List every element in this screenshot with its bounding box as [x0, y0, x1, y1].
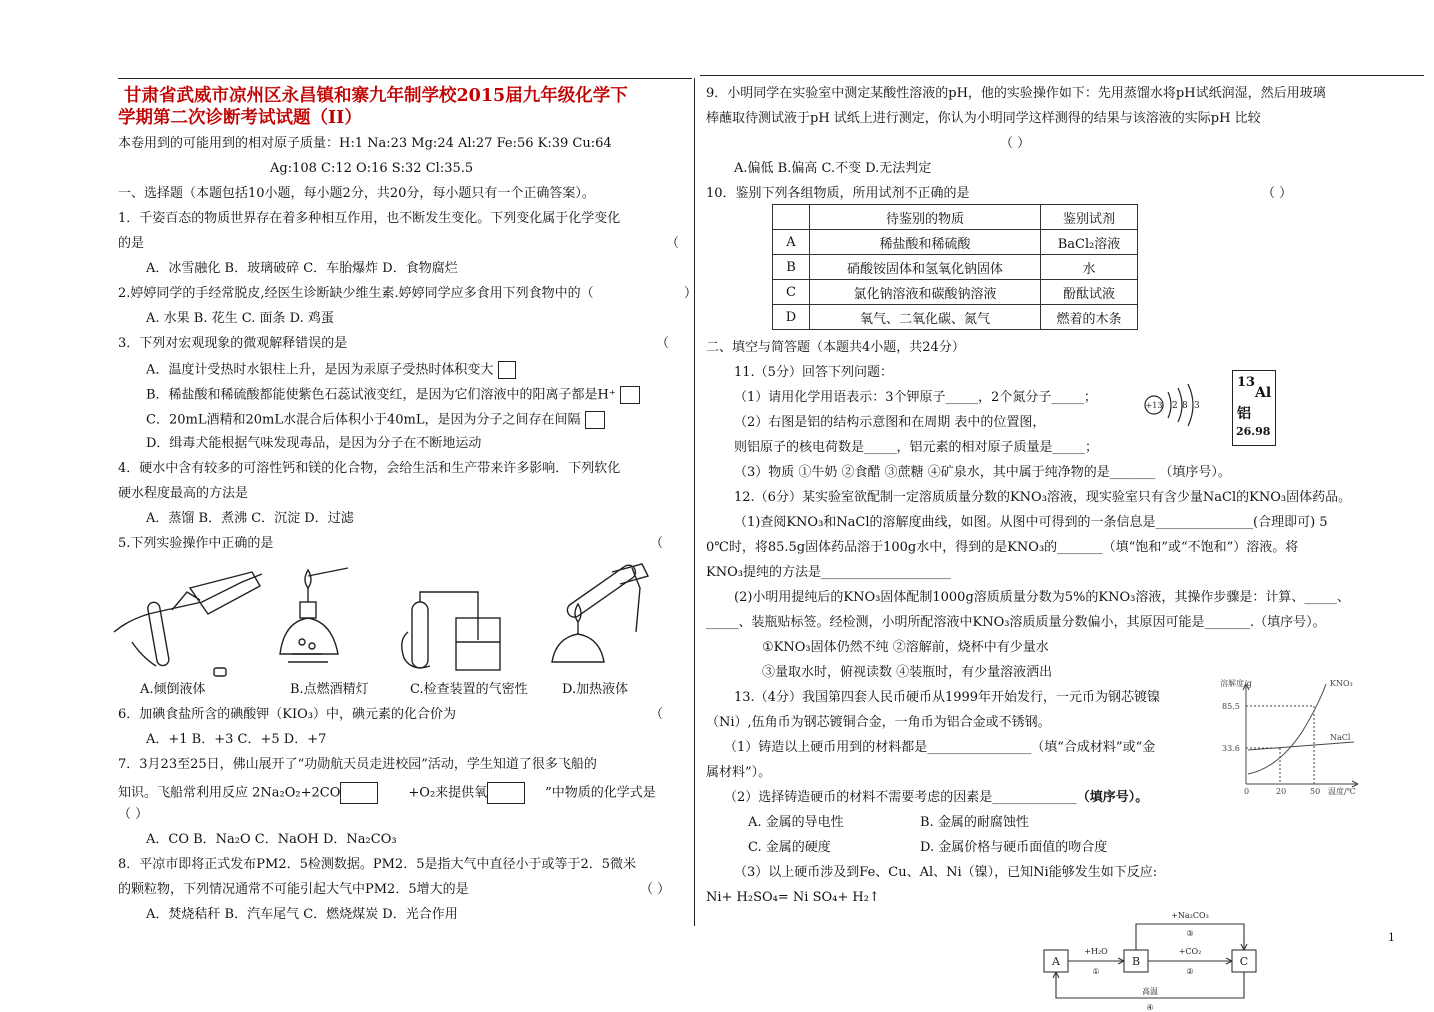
q13-part1: （1）铸造以上硬币用到的材料都是________________（填“合成材料”或“金: [724, 740, 1156, 755]
q7-stem: 7．3月23至25日，佛山展开了“功勋航天员走进校园”活动，学生知道了很多飞船的: [118, 757, 597, 772]
q12-options-1: ①KNO₃固体仍然不纯 ②溶解前，烧杯中有少量水: [762, 640, 1049, 655]
solubility-chart: [1218, 676, 1364, 798]
answer-box: [585, 411, 605, 429]
atomic-masses: 本卷用到的可能用到的相对原子质量：H:1 Na:23 Mg:24 Al:27 Fe:56 K:39 Cu:64: [118, 136, 612, 151]
q2-options: A. 水果 B. 花生 C. 面条 D. 鸡蛋: [146, 311, 334, 326]
series-label: NaCl: [1330, 733, 1351, 742]
q8-options: A．焚烧秸秆 B．汽车尾气 C．燃烧煤炭 D．光合作用: [146, 907, 458, 922]
q10-stem: 10．鉴别下列各组物质，所用试剂不正确的是: [706, 186, 970, 201]
table-cell: B: [773, 255, 810, 280]
flow-label: ④: [1146, 1003, 1154, 1012]
q3-option-d: D．缉毒犬能根据气味发现毒品，是因为分子在不断地运动: [146, 436, 482, 451]
q12-stem: 12.（6分）某实验室欲配制一定溶质质量分数的KNO₃溶液，现实验室只有含少量NaCl的KNO₃固体药品。: [734, 490, 1352, 505]
page-title-line2: 学期第二次诊断考试试题（II）: [118, 108, 362, 128]
flow-label: ②: [1186, 967, 1194, 976]
flow-label: +H₂O: [1084, 947, 1108, 956]
q1-paren: （: [666, 236, 680, 251]
table-cell: BaCl₂溶液: [1041, 230, 1138, 255]
airtightness-check-illustration: [402, 592, 500, 670]
q5-label-a: A.倾倒液体: [140, 682, 206, 697]
answer-box: [620, 386, 640, 404]
table-cell: 酚酞试液: [1041, 280, 1138, 305]
q13-option-c: C. 金属的硬度: [748, 840, 831, 855]
chart-xlabel: 温度/℃: [1328, 787, 1356, 796]
atomic-mass: 26.98: [1236, 425, 1271, 438]
conversion-flow-diagram: [1040, 904, 1272, 1012]
q11-part3: 则铝原子的核电荷数是_____，铝元素的相对原子质量是_____；: [734, 440, 1099, 455]
table-cell: 氯化钠溶液和碳酸钠溶液: [810, 280, 1041, 305]
q11-stem: 11.（5分）回答下列问题：: [734, 365, 893, 380]
q5-label-c: C.检查装置的气密性: [410, 682, 528, 697]
kno3-curve: [1248, 684, 1326, 774]
q9-stem2: 棒蘸取待测试液于pH 试纸上进行测定，你认为小明同学这样测得的结果与该溶液的实际pH 比较: [706, 111, 1261, 126]
q12-part5: _____、装瓶贴标签。经检测，小明所配溶液中KNO₃溶质质量分数偏小，其原因可能是_______.（填序号）。: [706, 615, 1326, 630]
q5-label-b: B.点燃酒精灯: [290, 682, 369, 697]
lighting-lamp-illustration: [280, 568, 348, 662]
answer-box: [340, 782, 378, 804]
table-row: [773, 280, 1138, 305]
q13-option-a: A. 金属的导电性: [748, 815, 844, 830]
table-cell: 水: [1041, 255, 1138, 280]
q12-part4: (2)小明用提纯后的KNO₃固体配制1000g溶质质量分数为5%的KNO₃溶液，其操作步骤是：计算、_____、: [734, 590, 1350, 605]
nucleus-label: +13: [1145, 401, 1163, 410]
flow-node: A: [1052, 955, 1060, 968]
q3-paren: （: [656, 336, 670, 351]
top-rule: [700, 75, 1424, 76]
page-title: 甘肃省武威市凉州区永昌镇和寨九年制学校2015届九年级化学下: [124, 86, 628, 106]
table-row: [773, 305, 1138, 330]
q12-part1: （1)查阅KNO₃和NaCl的溶解度曲线，如图。从图中可得到的一条信息是_______________(合理即可) 5: [734, 515, 1328, 530]
table-cell: 燃着的木条: [1041, 305, 1138, 330]
q3-option-c: C．20mL酒精和20mL水混合后体积小于40mL，是因为分子之间存在间隔: [146, 411, 605, 429]
series-label: KNO₃: [1330, 679, 1353, 688]
table-row: [773, 230, 1138, 255]
heating-liquid-illustration: [552, 563, 648, 662]
q5-paren: （: [650, 536, 664, 551]
shell-count: 3: [1194, 401, 1200, 411]
q13-stem2: （Ni）,伍角币为钢芯镀铜合金，一角币为铝合金或不锈钢。: [706, 715, 1051, 730]
q11-part4: （3）物质 ①牛奶 ②食醋 ③蔗糖 ④矿泉水，其中属于纯净物的是_______ （填序号）。: [734, 465, 1231, 480]
q7-options: A．CO B．Na₂O C．NaOH D．Na₂CO₃: [146, 832, 397, 847]
q1-stem2: 的是: [118, 236, 145, 251]
tick-label: 0: [1244, 787, 1250, 796]
table-header-cell: 待鉴别的物质: [810, 205, 1041, 230]
title-rule: [118, 78, 692, 79]
shell-count: 2: [1172, 401, 1178, 411]
q12-options-2: ③量取水时，俯视读数 ④装瓶时，有少量溶液洒出: [762, 665, 1053, 680]
tick-label: 33.6: [1222, 744, 1240, 753]
q13-part1b: 属材料”）。: [706, 765, 772, 780]
q13-equation: Ni+ H₂SO₄= Ni SO₄+ H₂↑: [706, 890, 880, 905]
tick-label: 85.5: [1222, 702, 1240, 711]
q1-stem: 1．千姿百态的物质世界存在着多种相互作用，也不断发生变化。下列变化属于化学变化: [118, 211, 621, 226]
table-cell: 稀盐酸和稀硫酸: [810, 230, 1041, 255]
q2-stem: 2.婷婷同学的手经常脱皮,经医生诊断缺少维生素.婷婷同学应多食用下列食物中的（: [118, 286, 594, 301]
flow-node: C: [1239, 955, 1249, 968]
atomic-number: 13: [1237, 375, 1256, 390]
q3-option-b: B．稀盐酸和稀硫酸都能使紫色石蕊试液变红，是因为它们溶液中的阳离子都是H⁺: [146, 386, 640, 404]
answer-box: [498, 361, 516, 379]
shell-count: 8: [1182, 401, 1188, 411]
q4-options: A．蒸馏 B．煮沸 C．沉淀 D．过滤: [146, 511, 354, 526]
q12-part2: 0℃时，将85.5g固体药品溶于100g水中，得到的是KNO₃的_______（填“饱和”或“不饱和”）溶液。将: [706, 540, 1299, 555]
q9-paren: （ ）: [1000, 136, 1031, 151]
table-header-cell: 鉴别试剂: [1041, 205, 1138, 230]
section2-heading: 二、填空与简答题（本题共4小题，共24分）: [706, 340, 965, 355]
element-symbol: Al: [1255, 385, 1272, 401]
flow-label: ①: [1092, 967, 1100, 976]
q5-label-d: D.加热液体: [562, 682, 629, 697]
q6-stem: 6．加碘食盐所含的碘酸钾（KIO₃）中，碘元素的化合价为: [118, 707, 456, 722]
table-cell: A: [773, 230, 810, 255]
q13-option-d: D. 金属价格与硬币面值的吻合度: [920, 840, 1108, 855]
section1-heading: 一、选择题（本题包括10小题，每小题2分，共20分，每小题只有一个正确答案）。: [118, 186, 595, 201]
periodic-table-cell: [1232, 370, 1276, 446]
flow-label: ③: [1186, 929, 1194, 938]
q11-part1: （1）请用化学用语表示：3个钾原子_____，2个氮分子_____；: [734, 390, 1097, 405]
flow-node: B: [1131, 955, 1141, 968]
flow-label: +CO₂: [1178, 947, 1202, 956]
q8-stem2: 的颗粒物，下列情况通常不可能引起大气中PM2．5增大的是: [118, 882, 469, 897]
q4-stem: 4．硬水中含有较多的可溶性钙和镁的化合物，会给生活和生产带来许多影响．下列软化: [118, 461, 621, 476]
table-cell: D: [773, 305, 810, 330]
q10-table: [772, 204, 1138, 330]
q6-paren: （: [650, 707, 664, 722]
aluminum-atom-diagram: [1140, 380, 1206, 430]
table-cell: 氧气、二氧化碳、氮气: [810, 305, 1041, 330]
q9-options: A.偏低 B.偏高 C.不变 D.无法判定: [734, 161, 932, 176]
tick-label: 50: [1310, 787, 1321, 796]
q11-part2: （2）右图是铝的结构示意图和在周期 表中的位置图，: [734, 415, 1046, 430]
q12-part3: KNO₃提纯的方法是____________________: [706, 565, 951, 580]
table-header-cell: [773, 205, 810, 230]
q5-stem: 5.下列实验操作中正确的是: [118, 536, 274, 551]
q3-option-a: A．温度计受热时水银柱上升，是因为汞原子受热时体积变大: [146, 361, 516, 379]
page-number: 1: [1388, 931, 1395, 944]
q13-part2: （2）选择铸造硬币的材料不需要考虑的因素是_____________（填序号）。: [724, 790, 1149, 805]
q13-stem: 13.（4分）我国第四套人民币硬币从1999年开始发行，一元币为钢芯镀镍: [734, 690, 1161, 705]
flow-label: +Na₂CO₃: [1171, 911, 1209, 920]
tick-label: 20: [1276, 787, 1287, 796]
flow-label: 高温: [1142, 987, 1158, 996]
atomic-masses-2: Ag:108 C:12 O:16 S:32 Cl:35.5: [270, 161, 474, 176]
q13-option-b: B. 金属的耐腐蚀性: [920, 815, 1029, 830]
q2-paren: ）: [684, 286, 698, 301]
answer-box: [487, 782, 525, 804]
element-name: 铝: [1237, 406, 1251, 422]
q13-part3: （3）以上硬币涉及到Fe、Cu、Al、Ni（镍），已知Ni能够发生如下反应:: [734, 865, 1158, 880]
q7-stem2: 知识。飞船常利用反应 2Na₂O₂+2CO +O₂来提供氧 ”中物质的化学式是: [118, 782, 656, 804]
pouring-liquid-illustration: [114, 572, 262, 676]
nacl-curve: [1248, 742, 1354, 750]
q6-options: A．+1 B．+3 C．+5 D．+7: [146, 732, 327, 747]
q10-paren: （ ）: [1262, 186, 1293, 201]
q4-stem2: 硬水程度最高的方法是: [118, 486, 249, 501]
table-cell: C: [773, 280, 810, 305]
lab-illustrations: [112, 562, 692, 680]
q1-options: A．冰雪融化 B．玻璃破碎 C．车胎爆炸 D．食物腐烂: [146, 261, 458, 276]
table-cell: 硝酸铵固体和氢氧化钠固体: [810, 255, 1041, 280]
table-row: [773, 255, 1138, 280]
table-header-row: [773, 205, 1138, 230]
column-divider: [694, 78, 695, 926]
q8-stem: 8．平凉市即将正式发布PM2．5检测数据。PM2．5是指大气中直径小于或等于2．5微米: [118, 857, 637, 872]
q8-paren: （ ）: [640, 882, 671, 897]
chart-ylabel: 溶解度/g: [1220, 679, 1252, 688]
q9-stem: 9．小明同学在实验室中测定某酸性溶液的pH，他的实验操作如下：先用蒸馏水将pH试纸润湿，然后用玻璃: [706, 86, 1326, 101]
q3-stem: 3．下列对宏观现象的微观解释错误的是: [118, 336, 348, 351]
q7-paren: （ ）: [118, 807, 149, 822]
